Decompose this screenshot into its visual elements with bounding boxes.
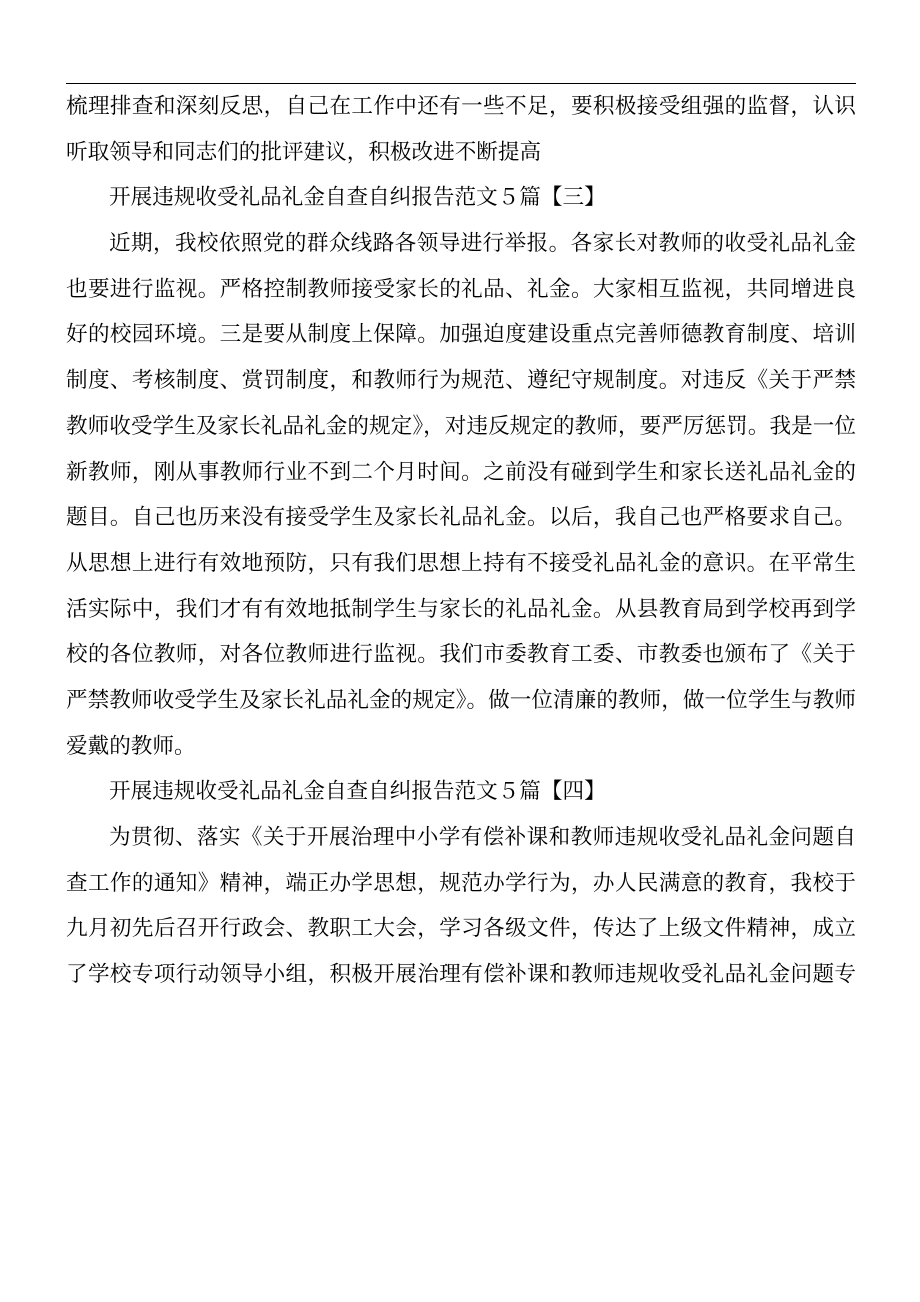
text-line: 九月初先后召开行政会、教职工大会，学习各级文件，传达了上级文件精神，成立 [66, 916, 856, 942]
section-heading: 开展违规收受礼品礼金自查自纠报告范文５篇【四】 [109, 779, 606, 805]
text-line: 从思想上进行有效地预防，只有我们思想上持有不接受礼品礼金的意识。在平常生 [66, 550, 856, 576]
text-line: 爱戴的教师。 [66, 733, 196, 759]
text-line: 题目。自己也历来没有接受学生及家长礼品礼金。以后，我自己也严格要求自己。 [66, 505, 856, 531]
text-line: 也要进行监视。严格控制教师接受家长的礼品、礼金。大家相互监视，共同增进良 [66, 276, 856, 302]
text-line: 好的校园环境。三是要从制度上保障。加强迫度建设重点完善师德教育制度、培训 [66, 322, 856, 348]
text-line: 梳理排查和深刻反思，自己在工作中还有一些不足，要积极接受组强的监督，认识 [66, 94, 856, 119]
text-line: 新教师，刚从事教师行业不到二个月时间。之前没有碰到学生和家长送礼品礼金的 [66, 459, 856, 485]
text-line: 为贯彻、落实《关于开展治理中小学有偿补课和教师违规收受礼品礼金问题自 [109, 825, 856, 850]
text-line: 教师收受学生及家长礼品礼金的规定》，对违反规定的教师，要严厉惩罚。我是一位 [66, 413, 856, 439]
text-line: 近期，我校依照党的群众线路各领导进行举报。各家长对教师的收受礼品礼金 [109, 231, 856, 257]
text-line: 活实际中，我们才有有效地抵制学生与家长的礼品礼金。从县教育局到学校再到学 [66, 596, 856, 622]
text-line: 查工作的通知》精神，端正办学思想，规范办学行为，办人民满意的教育，我校于 [66, 870, 856, 896]
text-line: 校的各位教师，对各位教师进行监视。我们市委教育工委、市教委也颁布了《关于 [66, 642, 856, 668]
text-line: 制度、考核制度、赏罚制度，和教师行为规范、遵纪守规制度。对违反《关于严禁 [66, 368, 856, 394]
section-heading: 开展违规收受礼品礼金自查自纠报告范文５篇【三】 [109, 185, 606, 211]
body-text [66, 84, 856, 998]
text-line: 听取领导和同志们的批评建议，积极改进不断提高 [66, 139, 542, 165]
text-line: 严禁教师收受学生及家长礼品礼金的规定》。做一位清廉的教师，做一位学生与教师 [66, 687, 856, 713]
text-line: 了学校专项行动领导小组，积极开展治理有偿补课和教师违规收受礼品礼金问题专 [66, 962, 856, 988]
